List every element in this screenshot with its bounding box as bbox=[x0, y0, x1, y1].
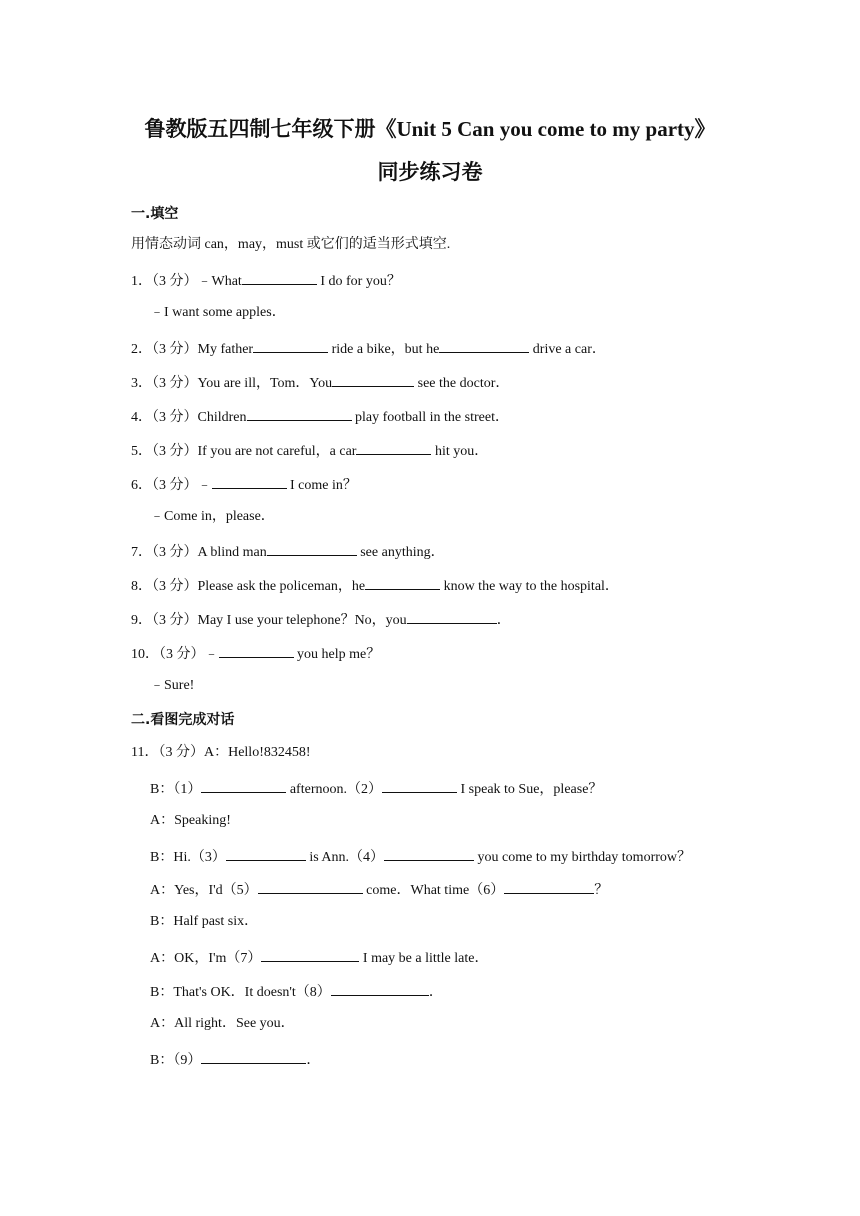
section-heading-dialogue: 二.看图完成对话 bbox=[131, 712, 235, 728]
question-8 bbox=[131, 574, 619, 597]
section-heading-fill-in: 一.填空 bbox=[131, 206, 179, 222]
answer-blank[interactable] bbox=[253, 337, 328, 353]
dialogue-line-1 bbox=[150, 777, 602, 800]
answer-blank[interactable] bbox=[242, 269, 317, 285]
question-text: 8．（3 分）Please ask the policeman，he bbox=[131, 579, 366, 594]
answer-blank[interactable] bbox=[261, 946, 359, 962]
question-text: 6．（3 分）﹣ bbox=[131, 478, 212, 493]
page-title: 鲁教版五四制七年级下册《Unit 5 Can you come to my party》 bbox=[144, 117, 716, 141]
answer-blank[interactable] bbox=[365, 574, 440, 590]
question-text: I do for you？ bbox=[316, 274, 401, 289]
question-text: you help me？ bbox=[293, 647, 381, 662]
dialogue-text: you come to my birthday tomorrow？ bbox=[474, 850, 691, 865]
dialogue-text: ． bbox=[428, 985, 443, 1000]
question-7 bbox=[131, 540, 445, 563]
question-text: play football in the street． bbox=[351, 410, 509, 425]
question-text: 5．（3 分）If you are not careful，a car bbox=[131, 444, 357, 459]
answer-blank[interactable] bbox=[331, 980, 429, 996]
question-5 bbox=[131, 439, 488, 462]
answer-blank[interactable] bbox=[201, 777, 286, 793]
question-text: see the doctor． bbox=[414, 376, 510, 391]
dialogue-text: B：Hi.（3） bbox=[150, 850, 226, 865]
question-3 bbox=[131, 371, 509, 394]
dialogue-text: B：That's OK．It doesn't（8） bbox=[150, 985, 331, 1000]
question-11: 11．（3 分）A：Hello!832458! bbox=[131, 745, 311, 760]
question-10 bbox=[131, 642, 380, 665]
question-text: hit you． bbox=[431, 444, 489, 459]
dialogue-line-9 bbox=[150, 1048, 320, 1071]
question-text: 4．（3 分）Children bbox=[131, 410, 247, 425]
dialogue-line-4 bbox=[150, 878, 608, 901]
dialogue-line-3 bbox=[150, 845, 691, 868]
question-1 bbox=[131, 269, 401, 292]
answer-blank[interactable] bbox=[439, 337, 529, 353]
dialogue-line-8: A：All right．See you． bbox=[150, 1016, 295, 1031]
question-9 bbox=[131, 608, 511, 631]
dialogue-text: B：（1） bbox=[150, 782, 202, 797]
dialogue-line-2: A：Speaking! bbox=[150, 813, 231, 828]
question-text: 10．（3 分）﹣ bbox=[131, 647, 219, 662]
section-instruction: 用情态动词 can，may，must 或它们的适当形式填空. bbox=[131, 237, 451, 252]
question-6-reply: ﹣Come in，please． bbox=[150, 509, 275, 524]
answer-blank[interactable] bbox=[219, 642, 294, 658]
answer-blank[interactable] bbox=[504, 878, 594, 894]
question-text: know the way to the hospital． bbox=[440, 579, 619, 594]
question-text: see anything． bbox=[356, 545, 445, 560]
dialogue-text: A：Yes，I'd（5） bbox=[150, 883, 258, 898]
answer-blank[interactable] bbox=[267, 540, 357, 556]
dialogue-line-7 bbox=[150, 980, 443, 1003]
dialogue-text: ． bbox=[306, 1053, 321, 1068]
answer-blank[interactable] bbox=[332, 371, 414, 387]
question-text: 2．（3 分）My father bbox=[131, 342, 254, 357]
question-text: 7．（3 分）A blind man bbox=[131, 545, 267, 560]
answer-blank[interactable] bbox=[384, 845, 474, 861]
question-10-reply: ﹣Sure! bbox=[150, 678, 195, 693]
question-text: 1．（3 分）﹣What bbox=[131, 274, 242, 289]
answer-blank[interactable] bbox=[407, 608, 497, 624]
question-1-reply: ﹣I want some apples． bbox=[150, 305, 286, 320]
page-subtitle: 同步练习卷 bbox=[377, 160, 483, 184]
answer-blank[interactable] bbox=[382, 777, 457, 793]
dialogue-text: A：OK，I'm（7） bbox=[150, 951, 262, 966]
dialogue-line-5: B：Half past six． bbox=[150, 914, 259, 929]
answer-blank[interactable] bbox=[226, 845, 306, 861]
question-4 bbox=[131, 405, 509, 428]
question-text: 3．（3 分）You are ill，Tom．You bbox=[131, 376, 333, 391]
question-text: ride a bike，but he bbox=[328, 342, 440, 357]
answer-blank[interactable] bbox=[258, 878, 363, 894]
dialogue-line-6 bbox=[150, 946, 488, 969]
dialogue-text: ？ bbox=[594, 883, 609, 898]
question-text: drive a car． bbox=[529, 342, 606, 357]
dialogue-text: I speak to Sue，please？ bbox=[457, 782, 603, 797]
question-6 bbox=[131, 473, 357, 496]
dialogue-text: is Ann.（4） bbox=[305, 850, 385, 865]
question-2 bbox=[131, 337, 606, 360]
question-text: 9．（3 分）May I use your telephone？No，you bbox=[131, 613, 407, 628]
dialogue-text: B：（9） bbox=[150, 1053, 202, 1068]
answer-blank[interactable] bbox=[212, 473, 287, 489]
dialogue-text: I may be a little late． bbox=[359, 951, 489, 966]
question-text: I come in？ bbox=[286, 478, 357, 493]
answer-blank[interactable] bbox=[247, 405, 352, 421]
question-text: ． bbox=[496, 613, 511, 628]
answer-blank[interactable] bbox=[356, 439, 431, 455]
dialogue-text: come．What time（6） bbox=[362, 883, 505, 898]
answer-blank[interactable] bbox=[201, 1048, 306, 1064]
dialogue-text: afternoon.（2） bbox=[286, 782, 382, 797]
